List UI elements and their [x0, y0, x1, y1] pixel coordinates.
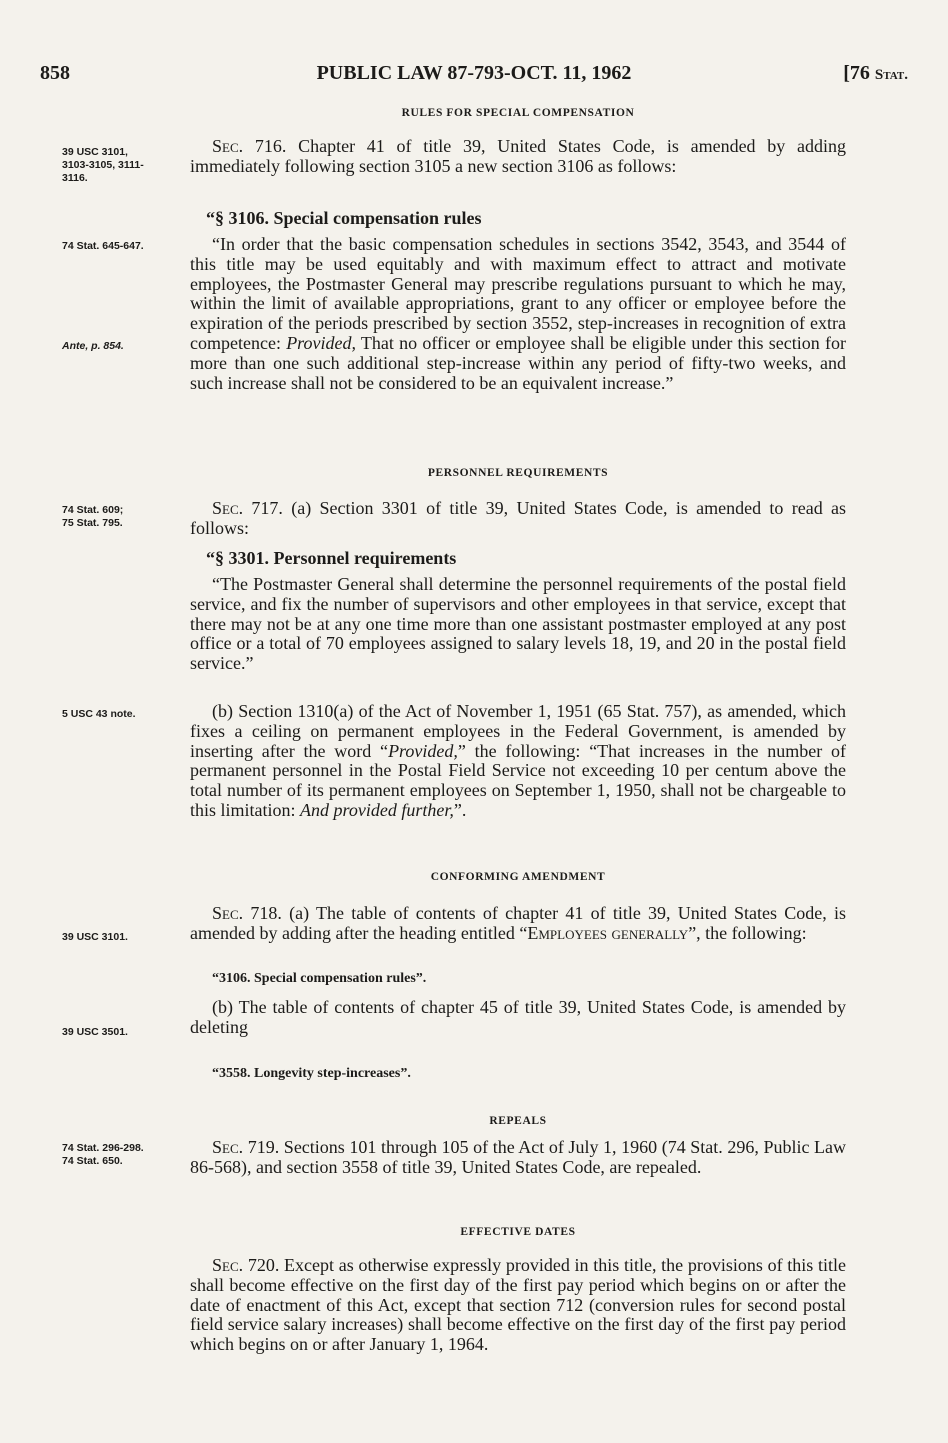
margin-note: 5 USC 43 note. [62, 708, 136, 720]
margin-note: 39 USC 3101, 3103-3105, 3111- 3116. [62, 146, 144, 184]
margin-note: 39 USC 3101. [62, 931, 128, 943]
section-719: Sec. 719. Sections 101 through 105 of the Act of July 1, 1960 (74 Stat. 296, Public Law 86-568), and section 3558 of title 39, United States Code, are repealed. [190, 1137, 847, 1177]
section-716: Sec. 716. Chapter 41 of title 39, United States Code, is amended by adding immediately following section 3105 a new section 3106 as follows: [190, 136, 846, 176]
section-717b: (b) Section 1310(a) of the Act of November 1, 1951 (65 Stat. 757), as amended, which fixes a ceiling on permanent employees in the Federal Government, is amended by inserting after the word “Provided,” the following: “That increases in the number of permanent personnel in the Postal Field Service not exceeding 10 per centum above the total number of its permanent employees on September 1, 1950, shall not be chargeable to this limitation: And provided further,”. [190, 701, 846, 820]
page-header [40, 62, 908, 92]
section-3301-text: “The Postmaster General shall determine the personnel requirements of the postal field service, and fix the number of supervisors and other employees in that service, except that there may not be at any one time more than one assistant postmaster employed at any post office or a total of 70 employees assigned to salary levels 18, 19, and 20 in the postal field service.” [190, 574, 846, 674]
margin-note: 39 USC 3501. [62, 1026, 128, 1038]
section-heading: RULES FOR SPECIAL COMPENSATION [401, 107, 635, 119]
section-718: Sec. 718. (a) The table of contents of chapter 41 of title 39, United States Code, is amended by adding after the heading entitled “Employees generally”, the following: [190, 903, 847, 943]
running-title: PUBLIC LAW 87-793-OCT. 11, 1962 [316, 62, 632, 84]
quoted-entry: “3558. Longevity step-increases”. [212, 1066, 411, 1081]
section-3106-text: “In order that the basic compensation schedules in sections 3542, 3543, and 3544 of this title may be used equitably and with maximum effect to attract and motivate employees, the Postmaster General may prescribe regulations pursuant to which he may, within the limit of available appropriations, grant to any officer or employee before the expiration of the periods prescribed by section 3552, step-increases in recognition of extra competence: Provided, That no officer or employee shall be eligible under this section for more than one such additional step-increase within any period of fifty-two weeks, and such increase shall not be considered to be an equivalent increase.” [190, 234, 846, 393]
page-number: 858 [40, 62, 70, 84]
section-heading: CONFORMING AMENDMENT [430, 871, 606, 883]
section-720: Sec. 720. Except as otherwise expressly provided in this title, the provisions of this title shall become effective on the first day of the first pay period which begins on or after the date of enactment of this Act, except that section 712 (conversion rules for second postal field service salary increases) shall become effective on the first day of the first pay period which begins on or after January 1, 1964. [190, 1255, 847, 1355]
section-heading: EFFECTIVE DATES [460, 1226, 576, 1238]
section-717: Sec. 717. (a) Section 3301 of title 39, United States Code, is amended to read as follows: [190, 498, 846, 538]
section-heading: PERSONNEL REQUIREMENTS [427, 467, 609, 479]
margin-note: 74 Stat. 296-298. 74 Stat. 650. [62, 1142, 144, 1167]
margin-note: 74 Stat. 645-647. [62, 240, 144, 252]
subsection-title-3106: “§ 3106. Special compensation rules [206, 208, 482, 228]
statute-reference: [76 Stat. [843, 62, 908, 84]
subsection-title-3301: “§ 3301. Personnel requirements [206, 548, 457, 568]
section-heading: REPEALS [489, 1115, 547, 1127]
section-718b: (b) The table of contents of chapter 45 of title 39, United States Code, is amended by deleting [190, 997, 846, 1037]
margin-note: Ante, p. 854. [62, 340, 124, 352]
margin-note: 74 Stat. 609; 75 Stat. 795. [62, 504, 124, 529]
quoted-entry: “3106. Special compensation rules”. [212, 971, 427, 986]
